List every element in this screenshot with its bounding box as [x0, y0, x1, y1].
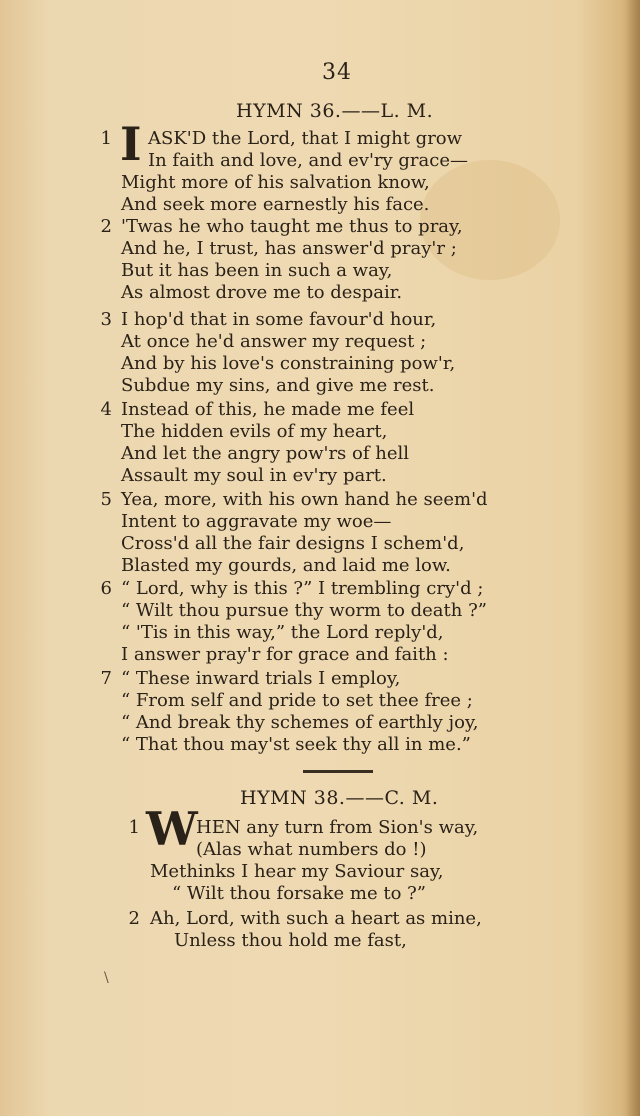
- drop-cap-letter: W: [146, 802, 198, 856]
- paper-speck: \: [104, 970, 109, 986]
- page-number: 34: [322, 60, 352, 85]
- verse-line: “ Wilt thou pursue thy worm to death ?”: [121, 600, 487, 621]
- stanza-number: 1: [100, 128, 112, 149]
- drop-cap-letter: I: [120, 117, 142, 171]
- stanza-number: 3: [100, 309, 112, 330]
- page-edge-shadow: [626, 0, 640, 1116]
- verse-line: Assault my soul in ev'ry part.: [121, 465, 387, 486]
- verse-line: Methinks I hear my Saviour say,: [150, 861, 444, 882]
- stanza-number: 6: [100, 578, 112, 599]
- stanza-number: 7: [100, 668, 112, 689]
- verse-line: Might more of his salvation know,: [121, 172, 430, 193]
- hymn-38-title: HYMN 38.——C. M.: [240, 787, 439, 809]
- verse-line: “ These inward trials I employ,: [121, 668, 401, 689]
- verse-line: Cross'd all the fair designs I schem'd,: [121, 533, 465, 554]
- stanza-number: 1: [128, 817, 140, 838]
- verse-line: “ From self and pride to set thee free ;: [121, 690, 473, 711]
- verse-line: The hidden evils of my heart,: [121, 421, 388, 442]
- stanza-number: 2: [100, 216, 112, 237]
- verse-line: Unless thou hold me fast,: [174, 930, 407, 951]
- verse-line: Instead of this, he made me feel: [121, 399, 415, 420]
- verse-line: “ Wilt thou forsake me to ?”: [172, 883, 426, 904]
- verse-line: Blasted my gourds, and laid me low.: [121, 555, 451, 576]
- verse-line: And seek more earnestly his face.: [121, 194, 430, 215]
- verse-line: Subdue my sins, and give me rest.: [121, 375, 435, 396]
- verse-line: (Alas what numbers do !): [196, 839, 427, 860]
- verse-line: 'Twas he who taught me thus to pray,: [121, 216, 463, 237]
- verse-line: I answer pray'r for grace and faith :: [121, 644, 449, 665]
- verse-line: Yea, more, with his own hand he seem'd: [121, 489, 488, 510]
- verse-line: As almost drove me to despair.: [121, 282, 403, 303]
- stanza-number: 4: [100, 399, 112, 420]
- verse-line: HEN any turn from Sion's way,: [196, 817, 479, 838]
- section-divider: [303, 770, 373, 773]
- verse-line: “ And break thy schemes of earthly joy,: [121, 712, 479, 733]
- verse-line: I hop'd that in some favour'd hour,: [121, 309, 437, 330]
- verse-line: ASK'D the Lord, that I might grow: [148, 128, 463, 149]
- verse-line: “ 'Tis in this way,” the Lord reply'd,: [121, 622, 444, 643]
- verse-line: But it has been in such a way,: [121, 260, 393, 281]
- hymn-36-title: HYMN 36.——L. M.: [236, 100, 434, 122]
- stanza-number: 5: [100, 489, 112, 510]
- verse-line: And let the angry pow'rs of hell: [121, 443, 409, 464]
- verse-line: Ah, Lord, with such a heart as mine,: [150, 908, 482, 929]
- verse-line: Intent to aggravate my woe—: [121, 511, 392, 532]
- verse-line: And he, I trust, has answer'd pray'r ;: [121, 238, 457, 259]
- verse-line: “ Lord, why is this ?” I trembling cry'd ;: [121, 578, 484, 599]
- verse-line: And by his love's constraining pow'r,: [121, 353, 456, 374]
- verse-line: “ That thou may'st seek thy all in me.”: [121, 734, 471, 755]
- stanza-number: 2: [128, 908, 140, 929]
- verse-line: At once he'd answer my request ;: [121, 331, 427, 352]
- verse-line: In faith and love, and ev'ry grace—: [148, 150, 468, 171]
